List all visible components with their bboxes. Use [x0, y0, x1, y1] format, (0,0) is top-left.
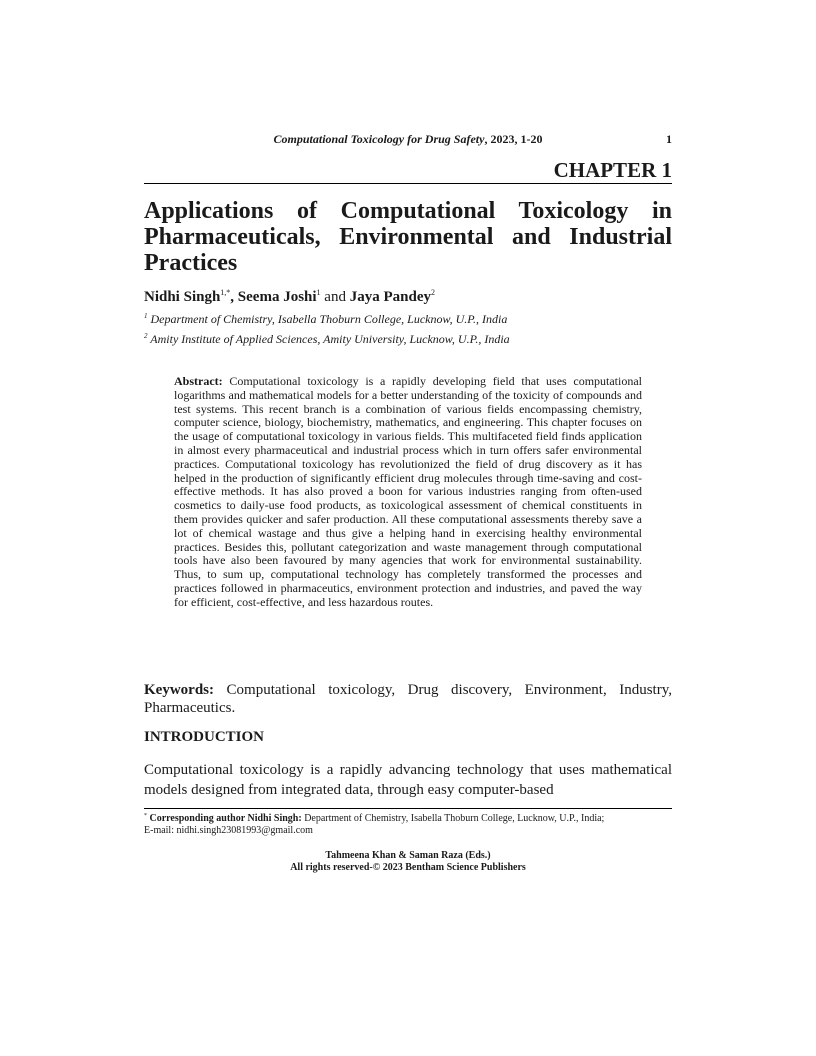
author-separator: and	[320, 289, 350, 305]
keywords	[144, 681, 672, 717]
abstract-text: Computational toxicology is a rapidly developing field that uses computational logarithms and mathematical models for a better understanding of the toxicity of compounds and test systems. This recent branch is a combination of various fields encompassing chemistry, computer science, biology, biochemistry, mathematics, and engineering. This chapter focuses on the usage of computational toxicology in various fields. This multifaceted field finds application in almost every pharmaceutical and industrial process which in turn offers safer environmental practices. Computational toxicology has revolutionized the field of drug discovery as it has helped in the production of significantly efficient drug molecules through time-saving and cost-effective methods. It has also proved a boon for various industries ranging from often-used cosmetics to daily-use food products, as toxicological assessment of chemical constituents in them provides quicker and safer production. All these computational assessments thereby save a lot of chemical wastage and thus give a helping hand in exercising healthy environmental practices. Besides this, pollutant categorization and waste management through computational tools have also been favoured by many agencies that work for environmental sustainability. Thus, to sum up, computational technology has completely transformed the processes and practices followed in pharmaceutics, environment protection and industries, and paved the way for efficient, cost-effective, and less hazardous routes.	[174, 374, 643, 609]
footnote-divider	[144, 808, 672, 809]
introduction-paragraph: Computational toxicology is a rapidly advancing technology that uses mathematical models designed from integrated data, through easy computer-based	[144, 762, 672, 798]
author-separator: ,	[230, 289, 238, 305]
author-list	[144, 288, 672, 306]
chapter-label: CHAPTER 1	[553, 158, 672, 182]
author-name: Nidhi Singh	[144, 289, 221, 305]
footnote-mark: *	[144, 813, 147, 819]
affiliation-text: Amity Institute of Applied Sciences, Amity University, Lucknow, U.P., India	[150, 332, 510, 346]
affiliation-2	[144, 332, 672, 347]
keywords-text: Computational toxicology, Drug discovery, Environment, Industry, Pharmaceutics.	[144, 682, 672, 716]
author-name: Jaya Pandey	[349, 289, 431, 305]
footnote-line-1: Department of Chemistry, Isabella Thoburn College, Lucknow, U.P., India;	[304, 813, 605, 824]
journal-title: Computational Toxicology for Drug Safety	[273, 132, 485, 146]
journal-details: , 2023, 1-20	[484, 132, 543, 146]
abstract	[174, 375, 642, 610]
author-affiliation-mark: 1,*	[220, 288, 231, 297]
running-head	[144, 132, 672, 148]
author-name: Seema Joshi	[237, 289, 317, 305]
editors-line: Tahmeena Khan & Saman Raza (Eds.)	[325, 850, 491, 861]
footnote-label: Corresponding author Nidhi Singh:	[149, 813, 302, 824]
section-heading-introduction: INTRODUCTION	[144, 729, 265, 745]
keywords-label: Keywords:	[144, 682, 214, 698]
affiliation-1	[144, 312, 672, 327]
copyright-line: All rights reserved-© 2023 Bentham Science Publishers	[290, 862, 526, 873]
affiliation-mark: 1	[144, 312, 148, 320]
running-head-text	[144, 132, 672, 147]
affiliation-text: Department of Chemistry, Isabella Thoburn College, Lucknow, U.P., India	[150, 312, 508, 326]
chapter-title: Applications of Computational Toxicology in Pharmaceuticals, Environmental and Industrial Practices	[144, 198, 672, 276]
author-affiliation-mark: 2	[430, 288, 435, 297]
author-affiliation-mark: 1	[316, 288, 321, 297]
affiliation-mark: 2	[144, 332, 148, 340]
chapter-divider	[144, 183, 672, 184]
page-number: 1	[666, 132, 672, 146]
footnote	[144, 813, 672, 837]
footnote-email: E-mail: nidhi.singh23081993@gmail.com	[144, 825, 313, 836]
abstract-label: Abstract:	[174, 374, 223, 388]
